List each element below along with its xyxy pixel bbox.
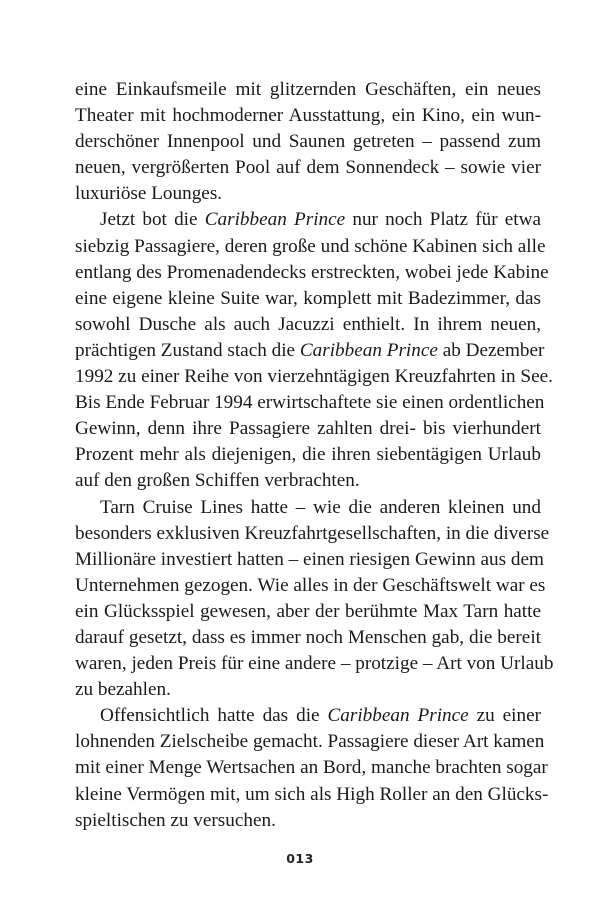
text-line <box>75 103 541 129</box>
text-segment: prächtigen Zustand stach die <box>75 339 300 361</box>
text-line <box>75 416 541 442</box>
text-line <box>75 77 541 103</box>
text-segment: Gewinn, denn ihre Passagiere zahlten drei- bis vierhundert <box>75 418 541 440</box>
text-segment: sowohl Dusche als auch Jacuzzi enthielt. In ihrem neuen, <box>75 313 541 335</box>
text-segment: zu einer <box>468 705 541 727</box>
text-line <box>75 729 545 755</box>
text-segment: Theater mit hochmoderner Ausstattung, ein Kino, ein wun- <box>75 105 541 127</box>
text-segment: nur noch Platz für etwa <box>345 209 542 231</box>
text-line <box>75 573 546 599</box>
text-line <box>75 521 550 547</box>
text-line <box>75 234 546 260</box>
text-line <box>75 703 541 729</box>
text-segment: lohnenden Zielscheibe gemacht. Passagiere dieser Art kamen <box>75 731 545 753</box>
text-segment: Offensichtlich hatte das die <box>100 705 328 727</box>
text-line <box>75 260 549 286</box>
text-segment: derschöner Innenpool und Saunen getreten – passend zum <box>75 131 541 153</box>
text-line <box>75 181 541 207</box>
text-segment: ein Glücksspiel gewesen, aber der berühmte Max Tarn hatte <box>75 600 541 622</box>
text-line <box>75 677 541 703</box>
text-segment: Prozent mehr als diejenigen, die ihren siebentägigen Urlaub <box>75 444 541 466</box>
text-segment: kleine Vermögen mit, um sich als High Roller an den Glücks- <box>75 783 549 805</box>
text-segment: auf den großen Schiffen verbrachten. <box>75 470 360 492</box>
italic-title: Caribbean Prince <box>204 209 346 231</box>
text-line <box>75 364 553 390</box>
text-line <box>75 286 541 312</box>
text-line <box>75 808 541 834</box>
text-line <box>75 651 554 677</box>
text-segment: spieltischen zu versuchen. <box>75 809 276 831</box>
text-segment: entlang des Promenadendecks erstreckten, wobei jede Kabine <box>75 261 549 283</box>
page-number: 013 <box>286 851 314 866</box>
text-line <box>75 755 548 781</box>
paragraph <box>75 207 553 494</box>
text-line <box>75 468 541 494</box>
text-line <box>75 495 541 521</box>
text-line <box>75 390 545 416</box>
text-line <box>75 599 541 625</box>
paragraph <box>75 77 541 207</box>
italic-title: Caribbean Prince <box>327 705 469 727</box>
paragraph <box>75 495 554 704</box>
text-segment: ab Dezember <box>437 339 545 361</box>
text-segment: darauf gesetzt, dass es immer noch Menschen gab, die bereit <box>75 626 541 648</box>
text-segment: besonders exklusiven Kreuzfahrtgesellschaften, in die diverse <box>75 522 550 544</box>
text-line <box>75 547 544 573</box>
text-segment: Bis Ende Februar 1994 erwirtschaftete sie einen ordentlichen <box>75 392 545 414</box>
text-segment: eine Einkaufsmeile mit glitzernden Geschäften, ein neues <box>75 79 541 100</box>
text-segment: 1992 zu einer Reihe von vierzehntägigen Kreuzfahrten in See. <box>75 366 553 388</box>
text-segment: luxuriöse Lounges. <box>75 183 223 205</box>
text-segment: eine eigene kleine Suite war, komplett mit Badezimmer, das <box>75 287 541 309</box>
text-segment: Unternehmen gezogen. Wie alles in der Geschäftswelt war es <box>75 574 546 596</box>
text-segment: waren, jeden Preis für eine andere – protzige – Art von Urlaub <box>75 653 554 675</box>
text-line <box>75 625 541 651</box>
text-line <box>75 312 541 338</box>
text-segment: Jetzt bot die <box>100 209 205 231</box>
text-segment: Tarn Cruise Lines hatte – wie die anderen kleinen und <box>100 496 541 518</box>
text-segment: siebzig Passagiere, deren große und schöne Kabinen sich alle <box>75 235 546 257</box>
text-line <box>75 207 541 233</box>
text-line <box>75 338 545 364</box>
text-line <box>75 155 541 181</box>
italic-title: Caribbean Prince <box>299 339 438 361</box>
text-segment: zu bezahlen. <box>75 679 171 701</box>
paragraph <box>75 703 549 833</box>
text-segment: mit einer Menge Wertsachen an Bord, manche brachten sogar <box>75 757 548 779</box>
body-text <box>75 77 554 834</box>
text-line <box>75 782 549 808</box>
text-line <box>75 442 541 468</box>
text-line <box>75 129 541 155</box>
text-segment: Millionäre investiert hatten – einen riesigen Gewinn aus dem <box>75 548 544 570</box>
text-segment: neuen, vergrößerten Pool auf dem Sonnendeck – sowie vier <box>75 157 541 179</box>
